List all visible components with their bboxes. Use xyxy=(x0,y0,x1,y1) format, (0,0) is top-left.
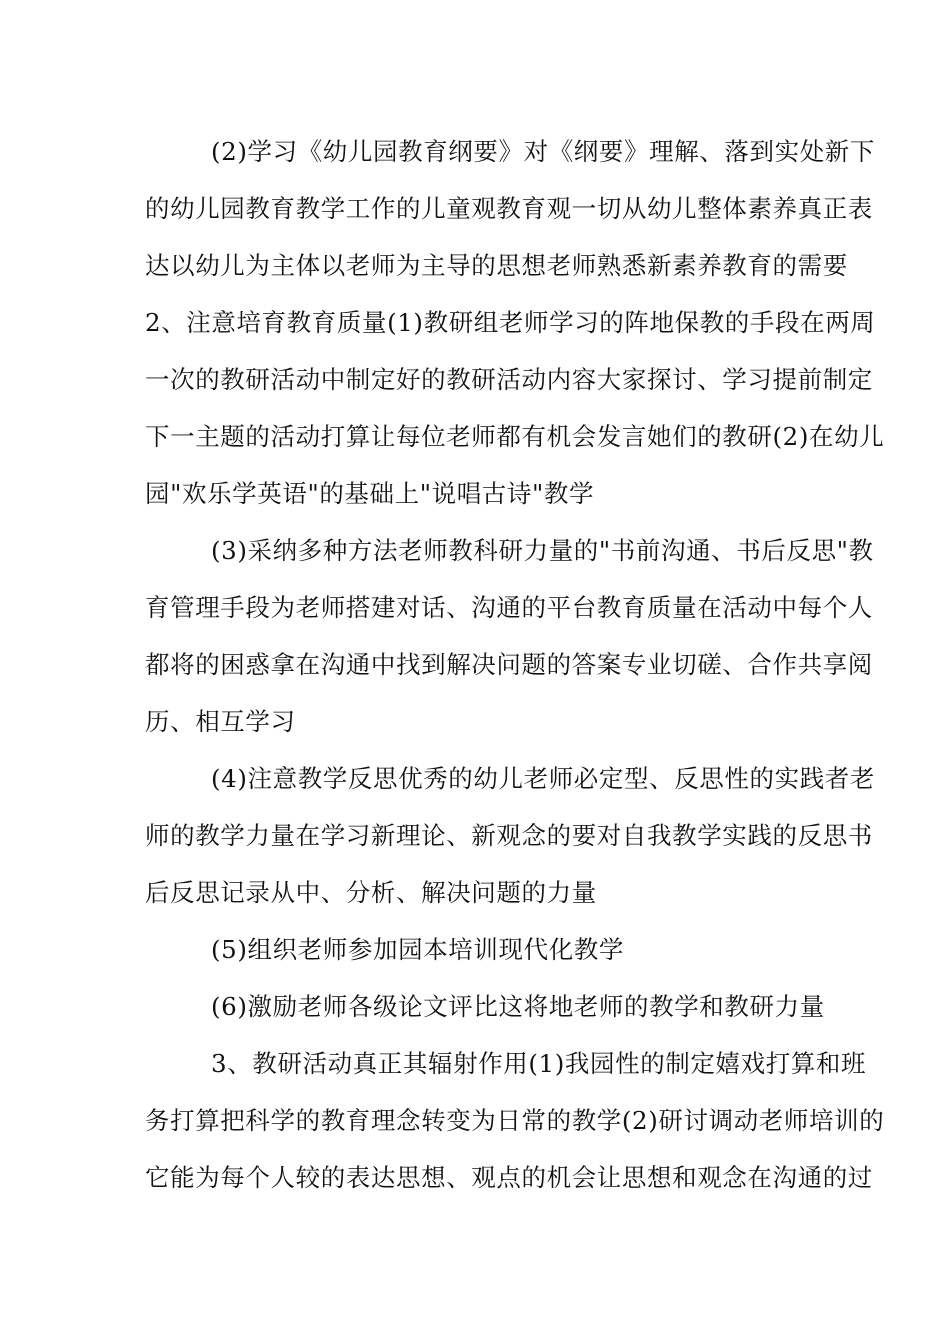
text-line: 都将的困惑拿在沟通中找到解决问题的答案专业切磋、合作共享阅 xyxy=(145,650,873,679)
text-line: (2)学习《幼儿园教育纲要》对《纲要》理解、落到实处新下 xyxy=(211,137,876,166)
text-line: 后反思记录从中、分析、解决问题的力量 xyxy=(145,878,597,907)
text-line: 园"欢乐学英语"的基础上"说唱古诗"教学 xyxy=(145,479,595,508)
text-line: 2、注意培育教育质量(1)教研组老师学习的阵地保教的手段在两周 xyxy=(145,308,876,337)
text-line: 师的教学力量在学习新理论、新观念的要对自我教学实践的反思书 xyxy=(145,821,873,850)
text-line: 下一主题的活动打算让每位老师都有机会发言她们的教研(2)在幼儿 xyxy=(145,422,885,451)
text-line: 3、教研活动真正其辐射作用(1)我园性的制定嬉戏打算和班 xyxy=(211,1049,867,1078)
text-line: (3)采纳多种方法老师教科研力量的"书前沟通、书后反思"教 xyxy=(211,536,874,565)
text-line: 历、相互学习 xyxy=(145,707,296,736)
text-line: 育管理手段为老师搭建对话、沟通的平台教育质量在活动中每个人 xyxy=(145,593,873,622)
text-line: 达以幼儿为主体以老师为主导的思想老师熟悉新素养教育的需要 xyxy=(145,251,848,280)
text-line: 它能为每个人较的表达思想、观点的机会让思想和观念在沟通的过 xyxy=(145,1163,873,1192)
text-line: (5)组织老师参加园本培训现代化教学 xyxy=(211,935,625,964)
text-line: 务打算把科学的教育理念转变为日常的教学(2)研讨调动老师培训的 xyxy=(145,1106,885,1135)
text-line: 的幼儿园教育教学工作的儿童观教育观一切从幼儿整体素养真正表 xyxy=(145,194,873,223)
text-line: 一次的教研活动中制定好的教研活动内容大家探讨、学习提前制定 xyxy=(145,365,873,394)
text-line: (4)注意教学反思优秀的幼儿老师必定型、反思性的实践者老 xyxy=(211,764,876,793)
text-line: (6)激励老师各级论文评比这将地老师的教学和教研力量 xyxy=(211,992,825,1021)
